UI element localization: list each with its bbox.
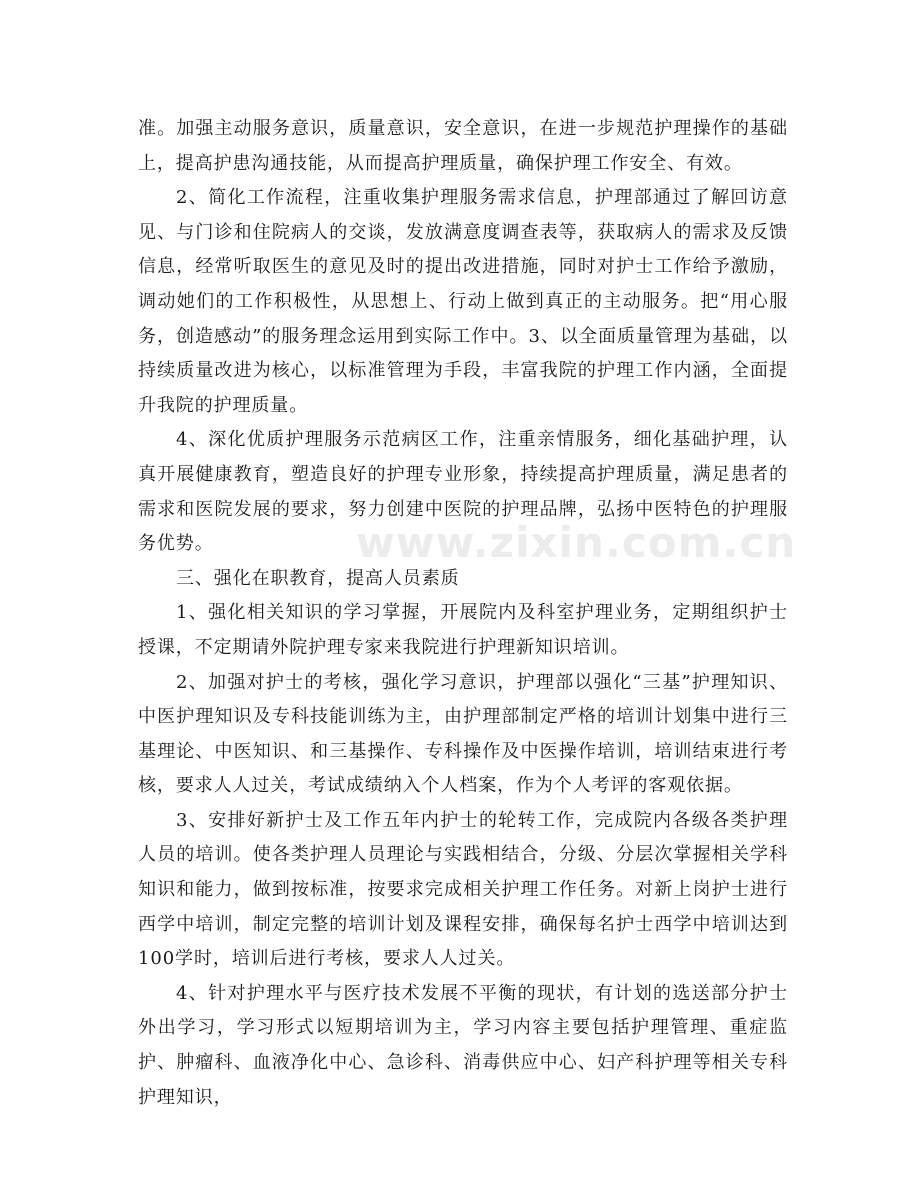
paragraph-6: 3、安排好新护士及工作五年内护士的轮转工作，完成院内各级各类护理人员的培训。使各类护理人员理论与实践相结合，分级、分层次掌握相关学科知识和能力，做到按标准，按要求完成相关护理工作任务。对新上岗护士进行西学中培训，制定完整的培训计划及课程安排，确保每名护士西学中培训达到100学时，培训后进行考核，要求人人过关。	[138, 809, 788, 970]
paragraph-7: 4、针对护理水平与医疗技术发展不平衡的现状，有计划的选送部分护士外出学习，学习形式以短期培训为主，学习内容主要包括护理管理、重症监护、肿瘤科、血液净化中心、急诊科、消毒供应中心、妇产科护理等相关专科护理知识，	[138, 982, 788, 1108]
document-page	[138, 112, 788, 1115]
paragraph-2: 2、简化工作流程，注重收集护理服务需求信息，护理部通过了解回访意见、与门诊和住院病人的交谈，发放满意度调查表等，获取病人的需求及反馈信息，经常听取医生的意见及时的提出改进措施，同时对护士工作给予激励，调动她们的工作积极性，从思想上、行动上做到真正的主动服务。把“用心服务，创造感动”的服务理念运用到实际工作中。3、以全面质量管理为基础，以持续质量改进为核心，以标准管理为手段，丰富我院的护理工作内涵，全面提升我院的护理质量。	[138, 187, 788, 416]
watermark: www.zixin.com.cn	[356, 518, 797, 567]
paragraph-5: 2、加强对护士的考核，强化学习意识，护理部以强化“三基”护理知识、中医护理知识及专科技能训练为主，由护理部制定严格的培训计划集中进行三基理论、中医知识、和三基操作、专科操作及中医操作培训，培训结束进行考核，要求人人过关，考试成绩纳入个人档案，作为个人考评的客观依据。	[138, 671, 788, 797]
paragraph-4: 1、强化相关知识的学习掌握，开展院内及科室护理业务，定期组织护士授课，不定期请外院护理专家来我院进行护理新知识培训。	[138, 602, 788, 658]
paragraph-1: 准。加强主动服务意识，质量意识，安全意识，在进一步规范护理操作的基础上，提高护患沟通技能，从而提高护理质量，确保护理工作安全、有效。	[138, 118, 788, 174]
paragraph-3: 4、深化优质护理服务示范病区工作，注重亲情服务，细化基础护理，认真开展健康教育，塑造良好的护理专业形象，持续提高护理质量，满足患者的需求和医院发展的要求，努力创建中医院的护理品牌，弘扬中医特色的护理服务优势。	[138, 429, 788, 555]
section-heading: 三、强化在职教育，提高人员素质	[176, 567, 460, 589]
